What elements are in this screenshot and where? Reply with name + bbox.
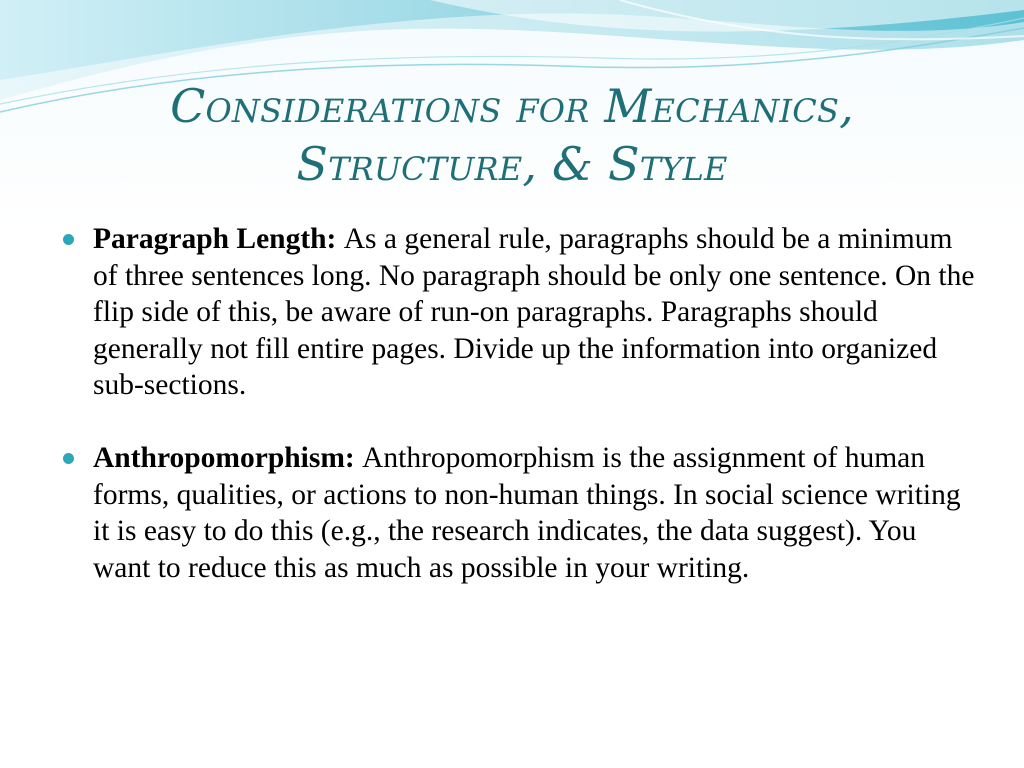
bullet-text: Anthropomorphism is the assignment of human forms, qualities, or actions to non-human things. In social science writing it is easy to do this (e.g., the research indicates, the data suggest). You want to reduce this as much as possible in your writing. xyxy=(93,441,961,584)
bullet-anthropomorphism xyxy=(62,440,977,586)
slide-title xyxy=(40,78,984,194)
bullet-dot-icon xyxy=(63,234,74,245)
bullet-paragraph-length xyxy=(62,221,977,404)
slide-title-line-1: Considerations for Mechanics, xyxy=(170,79,854,133)
bullet-label: Anthropomorphism: xyxy=(93,441,363,474)
bullet-dot-icon xyxy=(63,453,74,464)
bullet-text: As a general rule, paragraphs should be a minimum of three sentences long. No paragraph should be only one sentence. On the flip side of this, be aware of run-on paragraphs. Paragraphs should generally not fill entire pages. Divide up the information into organized sub-sections. xyxy=(93,223,975,402)
bullet-list xyxy=(62,221,977,586)
slide-title-line-2: Structure, & Style xyxy=(296,136,728,191)
bullet-label: Paragraph Length: xyxy=(93,223,344,255)
